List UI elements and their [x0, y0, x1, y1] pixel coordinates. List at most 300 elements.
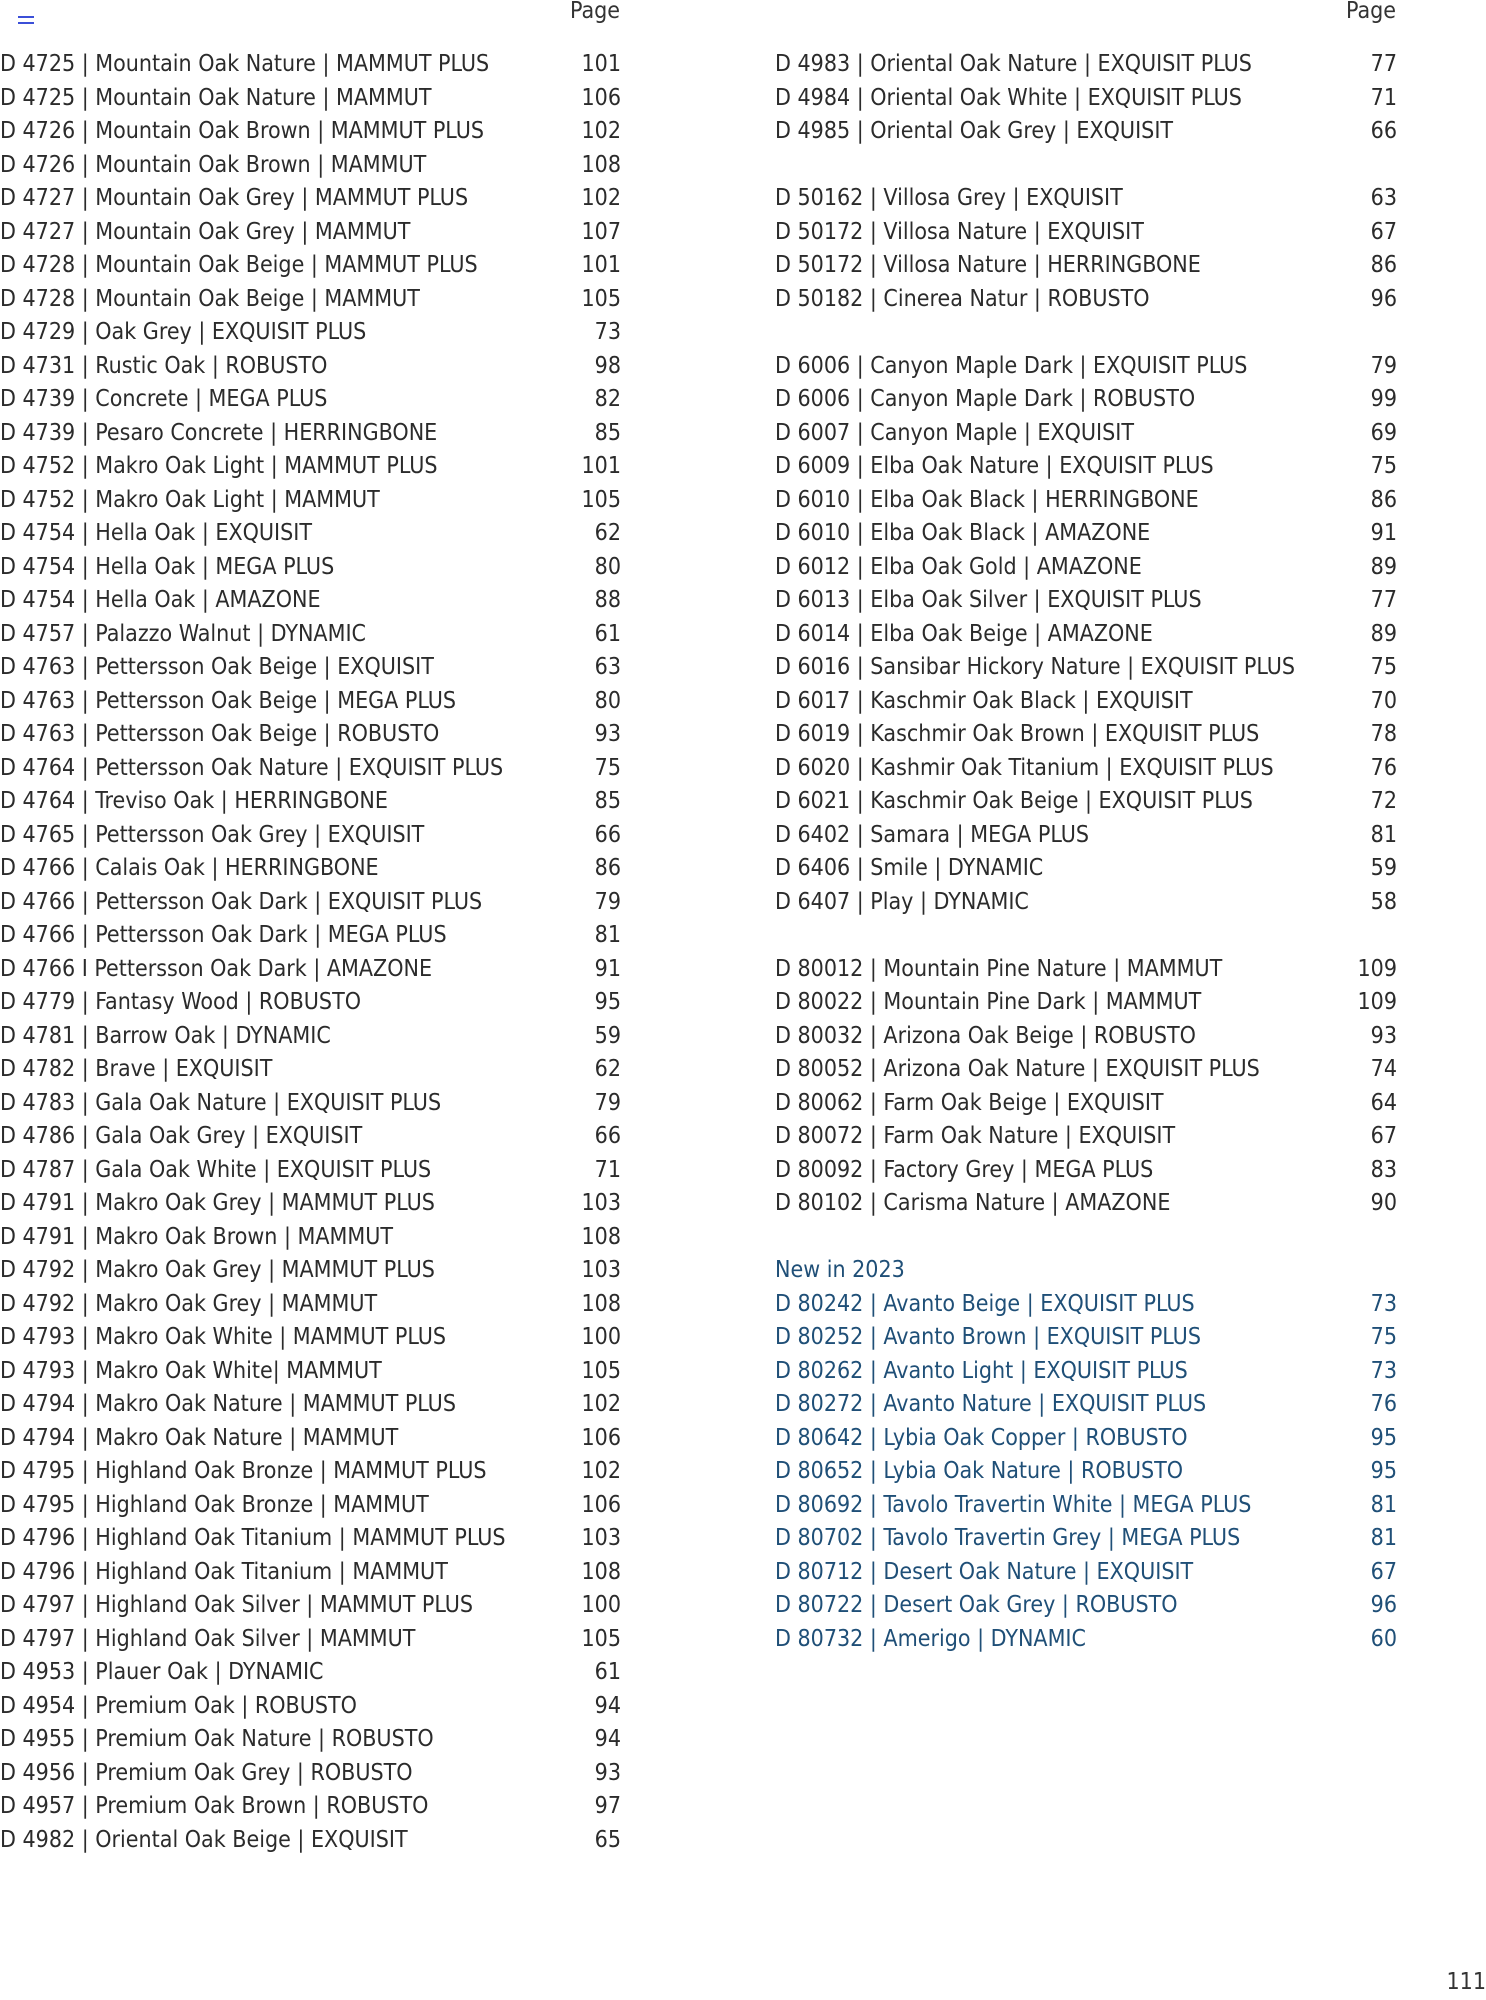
index-entry [0, 1455, 630, 1489]
index-entry [0, 82, 630, 116]
index-entry [0, 886, 630, 920]
entry-page-number: 75 [1370, 453, 1397, 479]
index-entry [775, 1522, 1405, 1556]
index-entry [0, 182, 630, 216]
entry-label: D 50162 | Villosa Grey | EXQUISIT [775, 185, 1123, 211]
entry-label: D 4791 | Makro Oak Grey | MAMMUT PLUS [0, 1190, 435, 1216]
entry-label: D 4983 | Oriental Oak Nature | EXQUISIT PLUS [775, 51, 1252, 77]
index-entry [775, 1120, 1405, 1154]
entry-label: D 4955 | Premium Oak Nature | ROBUSTO [0, 1726, 434, 1752]
entry-label: D 4795 | Highland Oak Bronze | MAMMUT PLUS [0, 1458, 487, 1484]
entry-page-number: 71 [1370, 84, 1397, 111]
entry-label: D 6006 | Canyon Maple Dark | ROBUSTO [775, 386, 1196, 412]
entry-label: D 4764 | Pettersson Oak Nature | EXQUISIT PLUS [0, 754, 504, 781]
index-entry [775, 1422, 1405, 1456]
menu-icon[interactable] [18, 16, 34, 30]
entry-page-number: 64 [1370, 1089, 1397, 1116]
entry-label: D 4763 | Pettersson Oak Beige | EXQUISIT [0, 654, 434, 680]
entry-label: D 4794 | Makro Oak Nature | MAMMUT PLUS [0, 1391, 456, 1417]
index-entry [0, 249, 630, 283]
entry-page-number: 70 [1370, 687, 1397, 714]
index-entry [775, 1489, 1405, 1523]
entry-label: D 80252 | Avanto Brown | EXQUISIT PLUS [775, 1324, 1201, 1350]
entry-label: D 6402 | Samara | MEGA PLUS [775, 821, 1090, 848]
entry-label: D 4783 | Gala Oak Nature | EXQUISIT PLUS [0, 1089, 442, 1116]
entry-page-number: 77 [1370, 51, 1397, 77]
index-entry [0, 1556, 630, 1590]
index-entry [0, 1522, 630, 1556]
entry-page-number: 89 [1370, 620, 1397, 647]
entry-page-number: 100 [581, 1592, 621, 1618]
index-entry [0, 1288, 630, 1322]
entry-page-number: 105 [581, 1357, 621, 1384]
entry-page-number: 79 [594, 888, 621, 915]
entry-page-number: 85 [594, 419, 621, 446]
entry-label: D 4954 | Premium Oak | ROBUSTO [0, 1692, 357, 1719]
entry-page-number: 81 [594, 922, 621, 948]
entry-label: D 4791 | Makro Oak Brown | MAMMUT [0, 1223, 394, 1250]
entry-page-number: 59 [1370, 855, 1397, 881]
index-entry [775, 1455, 1405, 1489]
entry-label: D 4752 | Makro Oak Light | MAMMUT PLUS [0, 453, 438, 479]
entry-page-number: 75 [1370, 654, 1397, 680]
entry-label: D 4795 | Highland Oak Bronze | MAMMUT [0, 1491, 429, 1518]
entry-page-number: 62 [594, 520, 621, 546]
index-entry [0, 350, 630, 384]
entry-page-number: 101 [581, 51, 621, 77]
entry-page-number: 73 [1370, 1357, 1397, 1384]
entry-page-number: 102 [581, 118, 621, 144]
index-entry [775, 651, 1405, 685]
index-entry [0, 1120, 630, 1154]
entry-label: D 4766 | Pettersson Oak Dark | EXQUISIT PLUS [0, 888, 483, 915]
index-entry [0, 1690, 630, 1724]
index-entry [0, 618, 630, 652]
entry-page-number: 76 [1370, 754, 1397, 781]
entry-label: D 4796 | Highland Oak Titanium | MAMMUT [0, 1558, 448, 1585]
entry-page-number: 63 [594, 654, 621, 680]
entry-page-number: 98 [594, 352, 621, 379]
entry-page-number: 65 [594, 1826, 621, 1853]
index-entry [775, 484, 1405, 518]
entry-page-number: 106 [581, 84, 621, 111]
entry-label: D 4727 | Mountain Oak Grey | MAMMUT PLUS [0, 185, 469, 211]
index-entry [775, 819, 1405, 853]
index-entry [0, 1053, 630, 1087]
index-entry [775, 1288, 1405, 1322]
entry-page-number: 66 [1370, 118, 1397, 144]
entry-page-number: 79 [594, 1089, 621, 1116]
entry-label: D 4956 | Premium Oak Grey | ROBUSTO [0, 1759, 413, 1786]
entry-label: D 80722 | Desert Oak Grey | ROBUSTO [775, 1592, 1178, 1618]
index-entry [775, 752, 1405, 786]
entry-label: D 4792 | Makro Oak Grey | MAMMUT [0, 1290, 378, 1317]
entry-page-number: 90 [1370, 1190, 1397, 1216]
entry-page-number: 77 [1370, 587, 1397, 613]
index-entry [775, 517, 1405, 551]
entry-page-number: 67 [1370, 1558, 1397, 1585]
entry-label: D 6007 | Canyon Maple | EXQUISIT [775, 419, 1135, 446]
entry-page-number: 76 [1370, 1391, 1397, 1417]
entry-label: D 4739 | Pesaro Concrete | HERRINGBONE [0, 419, 438, 446]
entry-page-number: 60 [1370, 1625, 1397, 1652]
entry-label: D 4985 | Oriental Oak Grey | EXQUISIT [775, 118, 1174, 144]
entry-label: D 80092 | Factory Grey | MEGA PLUS [775, 1156, 1154, 1183]
index-entry [0, 785, 630, 819]
entry-label: D 4727 | Mountain Oak Grey | MAMMUT [0, 218, 411, 245]
index-entry [775, 1589, 1405, 1623]
entry-label: D 4763 | Pettersson Oak Beige | ROBUSTO [0, 721, 440, 747]
index-entry [0, 1388, 630, 1422]
entry-page-number: 106 [581, 1424, 621, 1451]
entry-label: D 6013 | Elba Oak Silver | EXQUISIT PLUS [775, 587, 1202, 613]
index-entry [0, 1656, 630, 1690]
entry-page-number: 86 [1370, 252, 1397, 278]
entry-label: D 4953 | Plauer Oak | DYNAMIC [0, 1659, 324, 1685]
index-entry [775, 1556, 1405, 1590]
index-entry [775, 249, 1405, 283]
entry-page-number: 107 [581, 218, 621, 245]
index-entry [775, 852, 1405, 886]
entry-page-number: 59 [594, 1022, 621, 1049]
index-entry [775, 1020, 1405, 1054]
entry-page-number: 102 [581, 185, 621, 211]
entry-label: D 4779 | Fantasy Wood | ROBUSTO [0, 989, 361, 1015]
entry-page-number: 88 [594, 587, 621, 613]
entry-page-number: 109 [1357, 989, 1397, 1015]
entry-label: New in 2023 [775, 1257, 905, 1283]
entry-page-number: 106 [581, 1491, 621, 1518]
index-entry [0, 919, 630, 953]
entry-label: D 6017 | Kaschmir Oak Black | EXQUISIT [775, 687, 1193, 714]
entry-label: D 4731 | Rustic Oak | ROBUSTO [0, 352, 328, 379]
spacer-row [775, 316, 1405, 350]
entry-label: D 6010 | Elba Oak Black | AMAZONE [775, 520, 1151, 546]
index-entry [0, 1723, 630, 1757]
entry-label: D 4766 | Pettersson Oak Dark | MEGA PLUS [0, 922, 447, 948]
index-entry [0, 584, 630, 618]
index-entry [0, 1254, 630, 1288]
entry-page-number: 101 [581, 453, 621, 479]
page-column-header-left: Page [570, 0, 620, 24]
entry-page-number: 108 [581, 1558, 621, 1585]
index-entry [775, 1053, 1405, 1087]
entry-label: D 4726 | Mountain Oak Brown | MAMMUT [0, 151, 427, 178]
entry-label: D 4728 | Mountain Oak Beige | MAMMUT PLUS [0, 252, 478, 278]
index-entry [775, 350, 1405, 384]
entry-page-number: 74 [1370, 1056, 1397, 1082]
entry-label: D 4797 | Highland Oak Silver | MAMMUT PLUS [0, 1592, 474, 1618]
index-entry [775, 1087, 1405, 1121]
entry-page-number: 69 [1370, 419, 1397, 446]
entry-page-number: 62 [594, 1056, 621, 1082]
index-entry [0, 383, 630, 417]
entry-page-number: 89 [1370, 553, 1397, 580]
entry-label: D 4984 | Oriental Oak White | EXQUISIT PLUS [775, 84, 1242, 111]
entry-page-number: 80 [594, 687, 621, 714]
entry-label: D 4763 | Pettersson Oak Beige | MEGA PLUS [0, 687, 457, 714]
entry-label: D 4725 | Mountain Oak Nature | MAMMUT [0, 84, 432, 111]
entry-label: D 80012 | Mountain Pine Nature | MAMMUT [775, 955, 1223, 982]
entry-label: D 6014 | Elba Oak Beige | AMAZONE [775, 620, 1153, 647]
entry-page-number: 94 [594, 1692, 621, 1719]
entry-label: D 4792 | Makro Oak Grey | MAMMUT PLUS [0, 1257, 435, 1283]
index-entry [0, 1355, 630, 1389]
index-entry [775, 48, 1405, 82]
entry-page-number: 103 [581, 1190, 621, 1216]
entry-label: D 50182 | Cinerea Natur | ROBUSTO [775, 285, 1150, 312]
page-number: 111 [1446, 1969, 1486, 1995]
entry-page-number: 82 [594, 386, 621, 412]
entry-label: D 50172 | Villosa Nature | EXQUISIT [775, 218, 1144, 245]
index-entry [775, 685, 1405, 719]
index-entry [775, 1187, 1405, 1221]
spacer-row [775, 919, 1405, 953]
entry-label: D 4797 | Highland Oak Silver | MAMMUT [0, 1625, 416, 1652]
index-entry [775, 1355, 1405, 1389]
entry-page-number: 95 [1370, 1424, 1397, 1451]
index-entry [0, 115, 630, 149]
entry-label: D 6020 | Kashmir Oak Titanium | EXQUISIT PLUS [775, 754, 1274, 781]
entry-page-number: 105 [581, 1625, 621, 1652]
entry-label: D 4739 | Concrete | MEGA PLUS [0, 386, 328, 412]
entry-page-number: 81 [1370, 821, 1397, 848]
entry-label: D 80712 | Desert Oak Nature | EXQUISIT [775, 1558, 1194, 1585]
entry-label: D 4766 I Pettersson Oak Dark | AMAZONE [0, 955, 433, 982]
index-entry [0, 1087, 630, 1121]
entry-page-number: 96 [1370, 1592, 1397, 1618]
entry-page-number: 75 [1370, 1324, 1397, 1350]
index-entry [775, 1623, 1405, 1657]
index-entry [775, 417, 1405, 451]
index-entry [775, 718, 1405, 752]
index-entry [0, 1187, 630, 1221]
entry-label: D 6010 | Elba Oak Black | HERRINGBONE [775, 486, 1199, 513]
index-entry [0, 417, 630, 451]
entry-label: D 50172 | Villosa Nature | HERRINGBONE [775, 252, 1201, 278]
entry-page-number: 105 [581, 285, 621, 312]
entry-page-number: 100 [581, 1324, 621, 1350]
entry-page-number: 109 [1357, 955, 1397, 982]
entry-page-number: 102 [581, 1458, 621, 1484]
entry-label: D 6019 | Kaschmir Oak Brown | EXQUISIT PLUS [775, 721, 1260, 747]
index-entry [775, 1321, 1405, 1355]
entry-label: D 4793 | Makro Oak White | MAMMUT PLUS [0, 1324, 447, 1350]
entry-label: D 4786 | Gala Oak Grey | EXQUISIT [0, 1123, 363, 1149]
entry-label: D 4793 | Makro Oak White| MAMMUT [0, 1357, 382, 1384]
index-entry [0, 450, 630, 484]
entry-page-number: 73 [594, 319, 621, 345]
entry-label: D 4757 | Palazzo Walnut | DYNAMIC [0, 620, 366, 647]
entry-page-number: 93 [594, 721, 621, 747]
index-entry [0, 48, 630, 82]
index-entry [775, 886, 1405, 920]
entry-label: D 6006 | Canyon Maple Dark | EXQUISIT PLUS [775, 352, 1248, 379]
entry-page-number: 103 [581, 1257, 621, 1283]
entry-label: D 4781 | Barrow Oak | DYNAMIC [0, 1022, 331, 1049]
index-entry [0, 752, 630, 786]
entry-label: D 80732 | Amerigo | DYNAMIC [775, 1625, 1086, 1652]
entry-label: D 6021 | Kaschmir Oak Beige | EXQUISIT PLUS [775, 788, 1253, 814]
entry-label: D 4752 | Makro Oak Light | MAMMUT [0, 486, 380, 513]
entry-label: D 6407 | Play | DYNAMIC [775, 888, 1029, 915]
index-entry [0, 953, 630, 987]
entry-label: D 80062 | Farm Oak Beige | EXQUISIT [775, 1089, 1164, 1116]
index-entry [775, 584, 1405, 618]
entry-page-number: 71 [594, 1156, 621, 1183]
index-entry [775, 953, 1405, 987]
index-entry [775, 785, 1405, 819]
entry-page-number: 61 [594, 620, 621, 647]
index-entry [775, 1154, 1405, 1188]
entry-page-number: 73 [1370, 1290, 1397, 1317]
entry-label: D 80642 | Lybia Oak Copper | ROBUSTO [775, 1424, 1188, 1451]
entry-page-number: 96 [1370, 285, 1397, 312]
entry-label: D 4782 | Brave | EXQUISIT [0, 1056, 273, 1082]
entry-page-number: 81 [1370, 1491, 1397, 1518]
entry-page-number: 83 [1370, 1156, 1397, 1183]
entry-label: D 4754 | Hella Oak | EXQUISIT [0, 520, 313, 546]
index-entry [0, 986, 630, 1020]
entry-label: D 4766 | Calais Oak | HERRINGBONE [0, 855, 379, 881]
entry-page-number: 86 [594, 855, 621, 881]
index-entry [0, 1790, 630, 1824]
entry-page-number: 108 [581, 1290, 621, 1317]
entry-label: D 4729 | Oak Grey | EXQUISIT PLUS [0, 319, 367, 345]
entry-label: D 6012 | Elba Oak Gold | AMAZONE [775, 553, 1142, 580]
entry-page-number: 80 [594, 553, 621, 580]
entry-label: D 4726 | Mountain Oak Brown | MAMMUT PLUS [0, 118, 484, 144]
entry-page-number: 102 [581, 1391, 621, 1417]
index-entry [775, 216, 1405, 250]
entry-page-number: 99 [1370, 386, 1397, 412]
index-entry [0, 216, 630, 250]
index-entry [0, 1589, 630, 1623]
entry-label: D 80052 | Arizona Oak Nature | EXQUISIT PLUS [775, 1056, 1260, 1082]
index-entry [0, 316, 630, 350]
index-entry [775, 618, 1405, 652]
entry-label: D 4794 | Makro Oak Nature | MAMMUT [0, 1424, 399, 1451]
entry-label: D 4957 | Premium Oak Brown | ROBUSTO [0, 1793, 429, 1819]
index-entry [775, 450, 1405, 484]
entry-label: D 80692 | Tavolo Travertin White | MEGA PLUS [775, 1491, 1252, 1518]
entry-page-number: 67 [1370, 218, 1397, 245]
entry-page-number: 91 [594, 955, 621, 982]
entry-page-number: 105 [581, 486, 621, 513]
entry-page-number: 79 [1370, 352, 1397, 379]
index-entry [0, 149, 630, 183]
entry-page-number: 58 [1370, 888, 1397, 915]
index-entry [0, 1321, 630, 1355]
index-entry [0, 1221, 630, 1255]
entry-page-number: 101 [581, 252, 621, 278]
index-entry [0, 685, 630, 719]
page-column-header-right: Page [1346, 0, 1396, 24]
entry-label: D 80702 | Tavolo Travertin Grey | MEGA PLUS [775, 1525, 1241, 1551]
entry-page-number: 93 [594, 1759, 621, 1786]
index-entry [775, 182, 1405, 216]
section-heading [775, 1254, 1405, 1288]
index-entry [775, 986, 1405, 1020]
index-entry [775, 283, 1405, 317]
entry-label: D 80242 | Avanto Beige | EXQUISIT PLUS [775, 1290, 1195, 1317]
entry-page-number: 93 [1370, 1022, 1397, 1049]
entry-page-number: 86 [1370, 486, 1397, 513]
entry-page-number: 95 [594, 989, 621, 1015]
entry-page-number: 108 [581, 151, 621, 178]
index-entry [0, 1422, 630, 1456]
entry-page-number: 63 [1370, 185, 1397, 211]
entry-page-number: 95 [1370, 1458, 1397, 1484]
entry-page-number: 61 [594, 1659, 621, 1685]
entry-page-number: 91 [1370, 520, 1397, 546]
entry-label: D 80032 | Arizona Oak Beige | ROBUSTO [775, 1022, 1196, 1049]
entry-page-number: 72 [1370, 788, 1397, 814]
index-column-right [775, 48, 1405, 1656]
index-entry [775, 551, 1405, 585]
index-entry [0, 651, 630, 685]
index-entry [0, 1824, 630, 1858]
entry-label: D 4982 | Oriental Oak Beige | EXQUISIT [0, 1826, 408, 1853]
entry-page-number: 94 [594, 1726, 621, 1752]
entry-label: D 4728 | Mountain Oak Beige | MAMMUT [0, 285, 420, 312]
entry-page-number: 78 [1370, 721, 1397, 747]
spacer-row [775, 149, 1405, 183]
entry-page-number: 97 [594, 1793, 621, 1819]
index-entry [0, 1623, 630, 1657]
entry-label: D 4765 | Pettersson Oak Grey | EXQUISIT [0, 821, 425, 848]
entry-label: D 80022 | Mountain Pine Dark | MAMMUT [775, 989, 1202, 1015]
index-entry [0, 819, 630, 853]
entry-label: D 80072 | Farm Oak Nature | EXQUISIT [775, 1123, 1176, 1149]
entry-label: D 80102 | Carisma Nature | AMAZONE [775, 1190, 1171, 1216]
index-entry [0, 1489, 630, 1523]
index-column-left [0, 48, 630, 1857]
entry-label: D 80652 | Lybia Oak Nature | ROBUSTO [775, 1458, 1184, 1484]
index-entry [0, 484, 630, 518]
entry-label: D 4754 | Hella Oak | AMAZONE [0, 587, 321, 613]
entry-label: D 4787 | Gala Oak White | EXQUISIT PLUS [0, 1156, 432, 1183]
index-entry [775, 1388, 1405, 1422]
index-entry [0, 1154, 630, 1188]
index-entry [775, 383, 1405, 417]
index-entry [0, 718, 630, 752]
index-entry [0, 283, 630, 317]
index-entry [0, 852, 630, 886]
spacer-row [775, 1221, 1405, 1255]
entry-page-number: 108 [581, 1223, 621, 1250]
index-entry [775, 115, 1405, 149]
entry-page-number: 103 [581, 1525, 621, 1551]
entry-page-number: 66 [594, 821, 621, 848]
index-entry [0, 1757, 630, 1791]
entry-label: D 4754 | Hella Oak | MEGA PLUS [0, 553, 335, 580]
index-entry [775, 82, 1405, 116]
entry-label: D 80262 | Avanto Light | EXQUISIT PLUS [775, 1357, 1188, 1384]
entry-page-number: 67 [1370, 1123, 1397, 1149]
entry-label: D 4725 | Mountain Oak Nature | MAMMUT PLUS [0, 51, 490, 77]
entry-page-number: 66 [594, 1123, 621, 1149]
index-entry [0, 1020, 630, 1054]
entry-label: D 80272 | Avanto Nature | EXQUISIT PLUS [775, 1391, 1207, 1417]
entry-label: D 4764 | Treviso Oak | HERRINGBONE [0, 788, 388, 814]
entry-label: D 6406 | Smile | DYNAMIC [775, 855, 1044, 881]
entry-label: D 4796 | Highland Oak Titanium | MAMMUT PLUS [0, 1525, 506, 1551]
index-entry [0, 551, 630, 585]
entry-page-number: 85 [594, 788, 621, 814]
index-entry [0, 517, 630, 551]
entry-page-number: 75 [594, 754, 621, 781]
